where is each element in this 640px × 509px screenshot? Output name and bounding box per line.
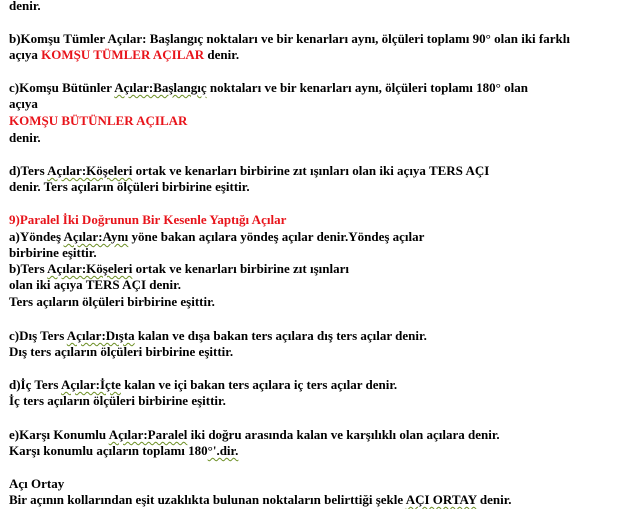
text-span: c)Komşu Bütünler: [9, 80, 115, 95]
text-span: denir.: [204, 47, 240, 62]
text-span: ortak ve kenarları birbirine zıt ışınları: [132, 261, 350, 276]
text-line: [9, 47, 239, 62]
text-line: Dış ters açıların ölçüleri birbirine eşittir.: [9, 344, 234, 359]
section-heading: 9)Paralel İki Doğrunun Bir Kesenle Yaptığı Açılar: [9, 212, 287, 227]
text-line: olan iki açıya TERS AÇI denir.: [9, 277, 181, 292]
text-span: Karşı konumlu açıların toplamı 180: [9, 443, 208, 458]
spell-flagged-word: AÇI ORTAY: [405, 492, 477, 507]
term-komsu-tumler: KOMŞU TÜMLER AÇILAR: [41, 47, 205, 62]
text-line: [9, 443, 238, 458]
spell-flagged-word: Açılar:Paralel: [108, 427, 188, 442]
text-line: denir.: [9, 130, 41, 145]
term-komsu-butunler: KOMŞU BÜTÜNLER AÇILAR: [9, 113, 188, 128]
text-line: [9, 163, 489, 178]
text-span: d)İç Ters: [9, 377, 62, 392]
spell-flagged-word: Açılar:Aynı: [63, 229, 129, 244]
spell-flagged-word: Açılar:Köşeleri: [47, 261, 133, 276]
text-span: a)Yöndeş: [9, 229, 64, 244]
text-span: d)Ters: [9, 163, 48, 178]
spell-flagged-word: Açılar:İçte: [61, 377, 121, 392]
spell-flagged-word: Açılar:Dışta: [66, 328, 135, 343]
spell-flagged-word: °'.dir.: [207, 443, 239, 458]
text-line: Ters açıların ölçüleri birbirine eşittir.: [9, 294, 215, 309]
spell-flagged-word: Açılar:Köşeleri: [47, 163, 133, 178]
text-span: denir.: [476, 492, 512, 507]
text-line: birbirine eşittir.: [9, 245, 97, 260]
text-span: ortak ve kenarları birbirine zıt ışınları olan iki açıya TERS AÇI: [132, 163, 490, 178]
text-line: [9, 492, 512, 507]
text-line: açıya: [9, 96, 38, 111]
text-span: iki doğru arasında kalan ve karşılıklı olan açılara denir.: [187, 427, 500, 442]
spell-flagged-word: Açılar:Başlangıç: [114, 80, 207, 95]
text-line: [9, 427, 500, 442]
text-line: [9, 328, 427, 343]
text-line: [9, 80, 528, 95]
text-line: [9, 261, 349, 276]
text-line: İç ters açıların ölçüleri birbirine eşittir.: [9, 393, 226, 408]
text-span: c)Dış Ters: [9, 328, 67, 343]
text-line: [9, 229, 424, 244]
text-line: denir. Ters açıların ölçüleri birbirine eşittir.: [9, 179, 250, 194]
text-span: Bir açının kollarından eşit uzaklıkta bulunan noktaların belirttiği şekle: [9, 492, 406, 507]
subheading: Açı Ortay: [9, 476, 65, 491]
text-line: denir.: [9, 0, 41, 13]
text-line: b)Komşu Tümler Açılar: Başlangıç noktaları ve bir kenarları aynı, ölçüleri toplamı 90° olan iki farklı: [9, 31, 570, 46]
text-span: e)Karşı Konumlu: [9, 427, 109, 442]
text-span: kalan ve içi bakan ters açılara iç ters açılar denir.: [120, 377, 398, 392]
text-span: yöne bakan açılara yöndeş açılar denir.Yöndeş açılar: [128, 229, 425, 244]
text-span: kalan ve dışa bakan ters açılara dış ters açılar denir.: [134, 328, 427, 343]
text-span: açıya: [9, 47, 42, 62]
text-line: [9, 377, 397, 392]
text-span: noktaları ve bir kenarları aynı, ölçüleri toplamı 180° olan: [206, 80, 528, 95]
text-span: b)Ters: [9, 261, 48, 276]
